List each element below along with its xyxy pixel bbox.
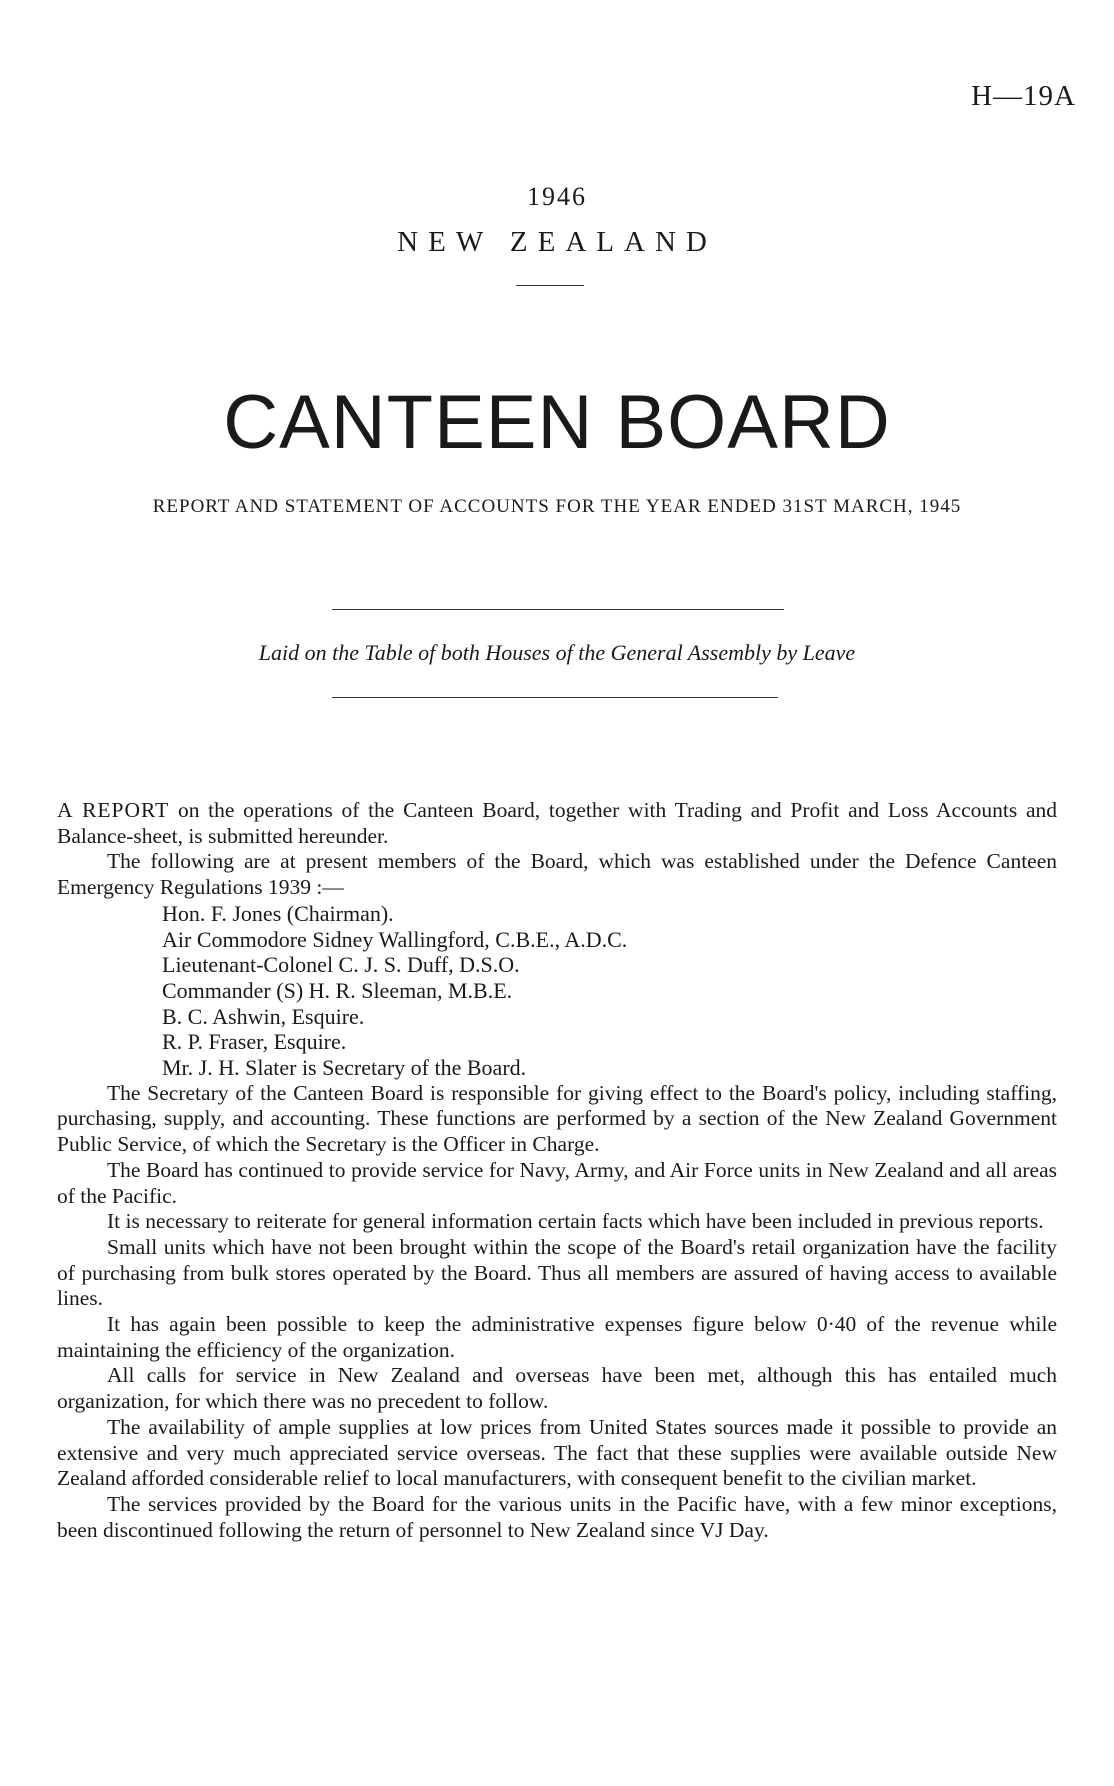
body-paragraph: The services provided by the Board for the various units in the Pacific have, with a few minor exceptions, been discontinued following the return of personnel to New Zealand since VJ Day.	[57, 1491, 1057, 1542]
board-members-list	[57, 901, 1057, 1081]
body-paragraph: The availability of ample supplies at low prices from United States sources made it possible to provide an extensive and very much appreciated service overseas. The fact that these supplies were available outside New Zealand afforded considerable relief to local manufacturers, with consequent benefit to the civilian market.	[57, 1414, 1057, 1491]
country-heading: NEW ZEALAND	[397, 226, 717, 258]
document-reference: H—19A	[971, 80, 1076, 112]
board-member: Air Commodore Sidney Wallingford, C.B.E., A.D.C.	[162, 926, 628, 952]
intro-text: on the operations of the Canteen Board, together with Trading and Profit and Loss Accounts and Balance-sheet, is submitted hereunder.	[57, 798, 1057, 848]
secretary-line: Mr. J. H. Slater is Secretary of the Board.	[162, 1055, 527, 1081]
body-paragraph: The Secretary of the Canteen Board is responsible for giving effect to the Board's policy, including staffing, purchasing, supply, and accounting. These functions are performed by a section of the New Zealand Government Public Service, of which the Secretary is the Officer in Charge.	[57, 1080, 1057, 1157]
intro-lead: A REPORT	[57, 798, 170, 822]
board-member: Commander (S) H. R. Sleeman, M.B.E.	[162, 977, 513, 1003]
members-intro-paragraph: The following are at present members of the Board, which was established under the Defence Canteen Emergency Regulations 1939 :—	[57, 849, 1057, 900]
board-member: Lieutenant-Colonel C. J. S. Duff, D.S.O.	[162, 952, 520, 978]
report-body	[57, 798, 1057, 1543]
short-divider	[516, 285, 584, 286]
body-paragraph: The Board has continued to provide service for Navy, Army, and Air Force units in New Zealand and all areas of the Pacific.	[57, 1157, 1057, 1208]
board-member: Hon. F. Jones (Chairman).	[162, 900, 394, 926]
publication-year: 1946	[527, 182, 587, 211]
body-paragraph: Small units which have not been brought within the scope of the Board's retail organization have the facility of purchasing from bulk stores operated by the Board. Thus all members are assured of having access to available lines.	[57, 1234, 1057, 1311]
divider-bottom	[332, 697, 778, 698]
body-paragraph: It is necessary to reiterate for general information certain facts which have been included in previous reports.	[107, 1209, 1044, 1234]
intro-paragraph	[57, 798, 1057, 849]
board-member: B. C. Ashwin, Esquire.	[162, 1003, 365, 1029]
page-title: CANTEEN BOARD	[223, 380, 891, 465]
body-paragraph: All calls for service in New Zealand and overseas have been met, although this has entailed much organization, for which there was no precedent to follow.	[57, 1363, 1057, 1414]
divider-top	[332, 609, 784, 610]
report-subtitle: REPORT AND STATEMENT OF ACCOUNTS FOR THE YEAR ENDED 31ST MARCH, 1945	[152, 496, 962, 517]
body-paragraph: It has again been possible to keep the administrative expenses figure below 0·40 of the revenue while maintaining the efficiency of the organization.	[57, 1312, 1057, 1362]
board-member: R. P. Fraser, Esquire.	[162, 1029, 347, 1055]
laid-on-table-note: Laid on the Table of both Houses of the General Assembly by Leave	[258, 640, 856, 665]
